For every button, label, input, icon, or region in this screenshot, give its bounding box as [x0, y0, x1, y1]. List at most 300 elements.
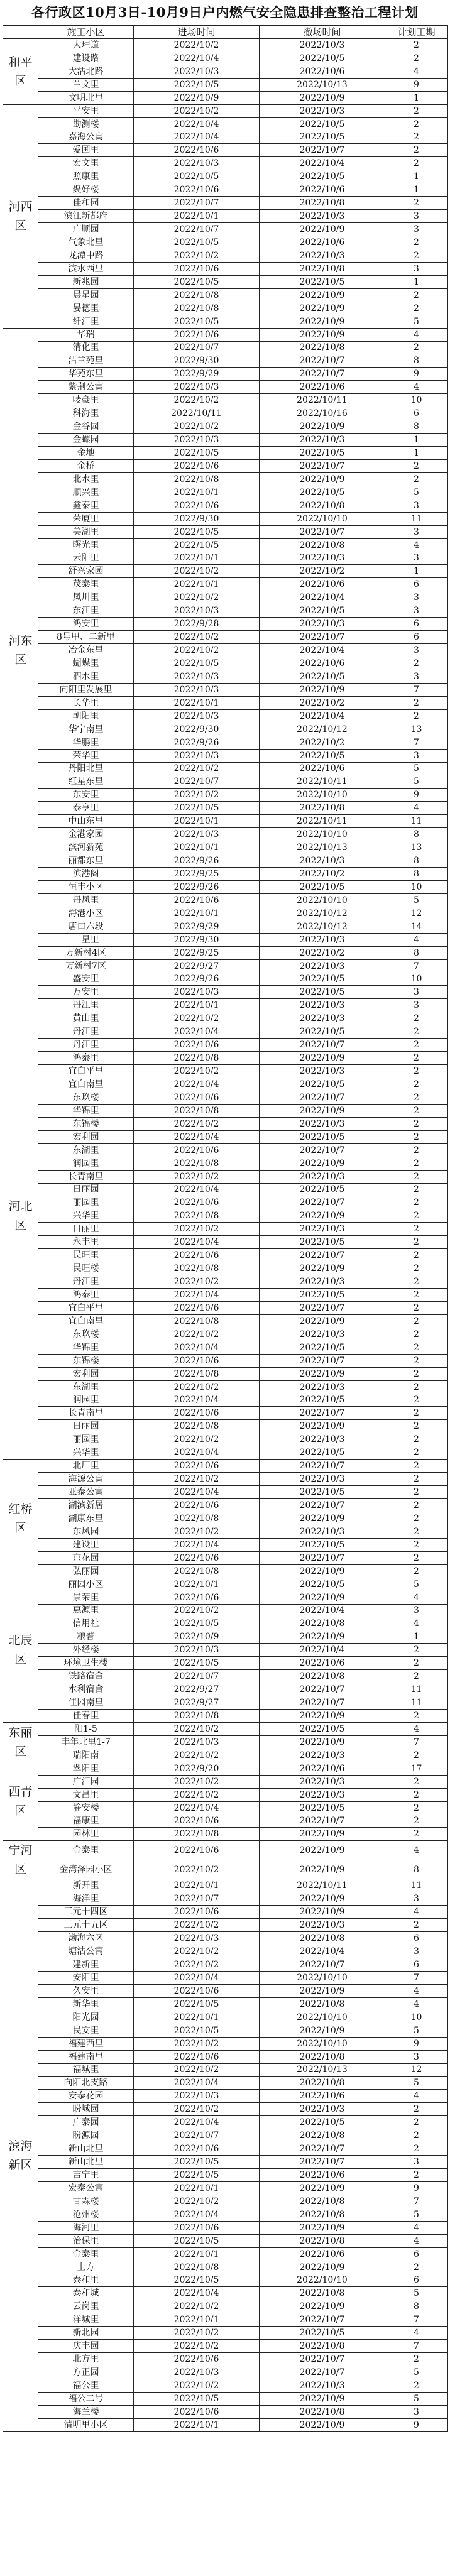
duration-cell: 2 [385, 1433, 448, 1446]
start-date-cell: 2022/10/1 [134, 2418, 260, 2431]
end-date-cell: 2022/10/9 [260, 1710, 385, 1723]
start-date-cell: 2022/10/1 [134, 907, 260, 920]
end-date-cell: 2022/10/3 [260, 1525, 385, 1538]
community-cell: 冶金东里 [38, 644, 134, 657]
table-row [3, 1052, 448, 1065]
start-date-cell: 2022/10/5 [134, 78, 260, 91]
community-cell: 鸿安里 [38, 618, 134, 631]
table-row [3, 1762, 448, 1775]
end-date-cell: 2022/10/9 [260, 1104, 385, 1117]
table-row [3, 91, 448, 104]
community-cell: 聚好楼 [38, 183, 134, 197]
community-cell: 华锦里 [38, 1341, 134, 1354]
start-date-cell: 2022/10/1 [134, 2247, 260, 2261]
community-cell: 东安里 [38, 789, 134, 802]
table-row [3, 2090, 448, 2103]
start-date-cell: 2022/9/30 [134, 723, 260, 736]
duration-cell: 10 [385, 880, 448, 893]
duration-cell: 1 [385, 170, 448, 183]
table-row [3, 2050, 448, 2063]
community-cell: 兴华里 [38, 1209, 134, 1223]
community-cell: 惠源里 [38, 1604, 134, 1617]
table-row [3, 1354, 448, 1367]
community-cell: 新北园 [38, 2327, 134, 2340]
duration-cell: 4 [385, 538, 448, 552]
end-date-cell: 2022/10/3 [260, 1788, 385, 1801]
community-cell: 荣厦里 [38, 512, 134, 525]
duration-cell: 7 [385, 2313, 448, 2327]
end-date-cell: 2022/10/9 [260, 1860, 385, 1879]
duration-cell: 11 [385, 815, 448, 828]
start-date-cell: 2022/10/2 [134, 2195, 260, 2208]
start-date-cell: 2022/10/5 [134, 2234, 260, 2247]
community-cell: 东湖里 [38, 1143, 134, 1157]
community-cell: 丹凤里 [38, 893, 134, 907]
start-date-cell: 2022/10/8 [134, 1710, 260, 1723]
duration-cell: 2 [385, 117, 448, 131]
community-cell: 外经楼 [38, 1644, 134, 1657]
community-cell: 宜白平里 [38, 1065, 134, 1078]
table-row [3, 1117, 448, 1130]
duration-cell: 4 [385, 1841, 448, 1860]
end-date-cell: 2022/10/3 [260, 1065, 385, 1078]
community-cell: 紫荆公寓 [38, 381, 134, 394]
start-date-cell: 2022/9/30 [134, 354, 260, 368]
table-row [3, 2063, 448, 2077]
community-cell: 红星东里 [38, 775, 134, 789]
table-row [3, 1892, 448, 1906]
duration-cell: 7 [385, 1735, 448, 1749]
duration-cell: 2 [385, 1551, 448, 1564]
duration-cell: 3 [385, 986, 448, 999]
start-date-cell: 2022/10/4 [134, 2116, 260, 2129]
duration-cell: 2 [385, 1919, 448, 1932]
schedule-body [3, 38, 448, 2431]
community-cell: 宏文里 [38, 157, 134, 170]
start-date-cell: 2022/10/4 [134, 1486, 260, 1499]
table-row [3, 565, 448, 578]
duration-cell: 2 [385, 1025, 448, 1039]
community-cell: 盼城园 [38, 2103, 134, 2116]
community-cell: 北厂里 [38, 1460, 134, 1473]
start-date-cell: 2022/10/3 [134, 1644, 260, 1657]
table-row [3, 1196, 448, 1209]
end-date-cell: 2022/10/12 [260, 723, 385, 736]
community-cell: 丹江里 [38, 1025, 134, 1039]
start-date-cell: 2022/10/6 [134, 1407, 260, 1420]
community-cell: 东江里 [38, 604, 134, 618]
table-row [3, 1945, 448, 1958]
start-date-cell: 2022/10/7 [134, 223, 260, 236]
duration-cell: 2 [385, 1525, 448, 1538]
end-date-cell: 2022/10/3 [260, 1433, 385, 1446]
duration-cell: 4 [385, 1617, 448, 1630]
community-cell: 东风园 [38, 1525, 134, 1538]
community-cell: 滨江新都府 [38, 210, 134, 223]
end-date-cell: 2022/10/4 [260, 591, 385, 604]
start-date-cell: 2022/10/5 [134, 2169, 260, 2182]
start-date-cell: 2022/10/3 [134, 1735, 260, 1749]
community-cell: 福公里 [38, 2379, 134, 2393]
duration-cell: 2 [385, 1209, 448, 1223]
end-date-cell: 2022/10/9 [260, 1262, 385, 1275]
community-cell: 民安里 [38, 2024, 134, 2037]
start-date-cell: 2022/10/4 [134, 1078, 260, 1091]
end-date-cell: 2022/10/7 [260, 2142, 385, 2156]
end-date-cell: 2022/10/8 [260, 2208, 385, 2221]
start-date-cell: 2022/10/2 [134, 38, 260, 52]
table-row [3, 1460, 448, 1473]
community-cell: 凤川里 [38, 591, 134, 604]
start-date-cell: 2022/10/5 [134, 315, 260, 328]
duration-cell: 11 [385, 512, 448, 525]
community-cell: 粮普 [38, 1630, 134, 1644]
duration-cell: 2 [385, 236, 448, 249]
community-cell: 金地 [38, 447, 134, 460]
table-row [3, 210, 448, 223]
table-row [3, 1591, 448, 1604]
duration-cell: 2 [385, 2169, 448, 2182]
table-row [3, 907, 448, 920]
table-row [3, 552, 448, 565]
community-cell: 广汇园 [38, 1775, 134, 1788]
end-date-cell: 2022/10/9 [260, 683, 385, 696]
community-cell: 盛安里 [38, 973, 134, 986]
table-row [3, 2274, 448, 2287]
duration-cell: 2 [385, 1486, 448, 1499]
end-date-cell: 2022/10/2 [260, 696, 385, 709]
end-date-cell: 2022/10/5 [260, 131, 385, 144]
start-date-cell: 2022/10/3 [134, 1932, 260, 1945]
district-cell: 宁河区 [3, 1841, 38, 1879]
community-cell: 丹阳北里 [38, 762, 134, 775]
end-date-cell: 2022/10/7 [260, 1815, 385, 1828]
duration-cell: 1 [385, 275, 448, 288]
community-cell: 丹江里 [38, 1275, 134, 1289]
duration-cell: 5 [385, 775, 448, 789]
page-title: 各行政区10月3日-10月9日户内燃气安全隐患排查整治工程计划 [31, 4, 419, 20]
duration-cell: 2 [385, 1710, 448, 1723]
community-cell: 湖滨新居 [38, 1499, 134, 1512]
end-date-cell: 2022/10/9 [260, 288, 385, 302]
start-date-cell: 2022/10/2 [134, 1860, 260, 1879]
duration-cell: 12 [385, 2063, 448, 2077]
duration-cell: 3 [385, 210, 448, 223]
duration-cell: 2 [385, 1196, 448, 1209]
table-row [3, 1433, 448, 1446]
table-row [3, 1788, 448, 1801]
duration-cell: 2 [385, 1117, 448, 1130]
table-row [3, 394, 448, 407]
start-date-cell: 2022/10/3 [134, 749, 260, 762]
end-date-cell: 2022/10/5 [260, 1236, 385, 1249]
end-date-cell: 2022/10/6 [260, 762, 385, 775]
start-date-cell: 2022/10/4 [134, 1025, 260, 1039]
community-cell: 丹江里 [38, 1039, 134, 1052]
table-row [3, 2208, 448, 2221]
end-date-cell: 2022/10/8 [260, 2234, 385, 2247]
start-date-cell: 2022/10/3 [134, 986, 260, 999]
start-date-cell: 2022/10/2 [134, 2037, 260, 2050]
start-date-cell: 2022/10/1 [134, 696, 260, 709]
start-date-cell: 2022/10/3 [134, 709, 260, 723]
community-cell: 福康里 [38, 1815, 134, 1828]
duration-cell: 2 [385, 1499, 448, 1512]
header-district [3, 26, 38, 39]
community-cell: 新山北里 [38, 2142, 134, 2156]
district-cell: 河东区 [3, 328, 38, 973]
duration-cell: 2 [385, 157, 448, 170]
end-date-cell: 2022/10/10 [260, 2274, 385, 2287]
table-row [3, 1209, 448, 1223]
community-cell: 宜白南里 [38, 1078, 134, 1091]
duration-cell: 9 [385, 78, 448, 91]
duration-cell: 6 [385, 2274, 448, 2287]
end-date-cell: 2022/10/9 [260, 1591, 385, 1604]
community-cell: 安阳里 [38, 1971, 134, 1984]
start-date-cell: 2022/10/2 [134, 1749, 260, 1762]
end-date-cell: 2022/10/7 [260, 525, 385, 538]
end-date-cell: 2022/10/6 [260, 578, 385, 591]
duration-cell: 2 [385, 1380, 448, 1394]
end-date-cell: 2022/10/3 [260, 1117, 385, 1130]
start-date-cell: 2022/10/3 [134, 2366, 260, 2379]
duration-cell: 8 [385, 946, 448, 959]
end-date-cell: 2022/10/9 [260, 1564, 385, 1578]
duration-cell: 2 [385, 1670, 448, 1683]
duration-cell: 2 [385, 472, 448, 486]
end-date-cell: 2022/10/9 [260, 223, 385, 236]
duration-cell: 1 [385, 434, 448, 447]
end-date-cell: 2022/10/6 [260, 183, 385, 197]
end-date-cell: 2022/10/9 [260, 420, 385, 434]
duration-cell: 5 [385, 2077, 448, 2090]
table-row [3, 381, 448, 394]
community-cell: 景荣里 [38, 1591, 134, 1604]
duration-cell: 2 [385, 1394, 448, 1407]
community-cell: 丹江里 [38, 999, 134, 1012]
table-row [3, 631, 448, 644]
end-date-cell: 2022/10/7 [260, 2156, 385, 2169]
end-date-cell: 2022/10/5 [260, 1289, 385, 1302]
table-row [3, 1525, 448, 1538]
duration-cell: 8 [385, 354, 448, 368]
duration-cell: 2 [385, 38, 448, 52]
community-cell: 唛豪里 [38, 394, 134, 407]
table-row [3, 302, 448, 315]
community-cell: 万新村4区 [38, 946, 134, 959]
community-cell: 塘沽公寓 [38, 1945, 134, 1958]
community-cell: 丽园小区 [38, 1578, 134, 1591]
start-date-cell: 2022/9/29 [134, 368, 260, 381]
start-date-cell: 2022/10/5 [134, 2156, 260, 2169]
duration-cell: 2 [385, 1644, 448, 1657]
duration-cell: 2 [385, 1788, 448, 1801]
community-cell: 宏泰公寓 [38, 2181, 134, 2195]
start-date-cell: 2022/10/2 [134, 591, 260, 604]
duration-cell: 5 [385, 2392, 448, 2405]
start-date-cell: 2022/9/20 [134, 1762, 260, 1775]
end-date-cell: 2022/10/9 [260, 315, 385, 328]
end-date-cell: 2022/10/5 [260, 1801, 385, 1815]
table-row [3, 1919, 448, 1932]
table-row [3, 354, 448, 368]
duration-cell: 2 [385, 1328, 448, 1341]
table-row [3, 933, 448, 946]
end-date-cell: 2022/10/13 [260, 78, 385, 91]
end-date-cell: 2022/10/9 [260, 1367, 385, 1380]
table-row [3, 657, 448, 670]
end-date-cell: 2022/10/4 [260, 709, 385, 723]
start-date-cell: 2022/10/5 [134, 447, 260, 460]
table-row [3, 1104, 448, 1117]
table-row [3, 447, 448, 460]
community-cell: 园林里 [38, 1828, 134, 1841]
end-date-cell: 2022/10/3 [260, 854, 385, 868]
community-cell: 万新村7区 [38, 959, 134, 973]
duration-cell: 2 [385, 1223, 448, 1236]
table-row [3, 789, 448, 802]
duration-cell: 1 [385, 565, 448, 578]
community-cell: 新开里 [38, 1879, 134, 1892]
end-date-cell: 2022/10/3 [260, 1012, 385, 1025]
duration-cell: 3 [385, 1945, 448, 1958]
duration-cell: 7 [385, 736, 448, 749]
community-cell: 三元十五区 [38, 1919, 134, 1932]
duration-cell: 2 [385, 1301, 448, 1314]
community-cell: 瑞阳南 [38, 1749, 134, 1762]
start-date-cell: 2022/10/2 [134, 565, 260, 578]
end-date-cell: 2022/10/8 [260, 1670, 385, 1683]
start-date-cell: 2022/10/2 [134, 420, 260, 434]
duration-cell: 2 [385, 1564, 448, 1578]
end-date-cell: 2022/10/9 [260, 1512, 385, 1525]
duration-cell: 13 [385, 723, 448, 736]
start-date-cell: 2022/10/8 [134, 1262, 260, 1275]
table-row [3, 1091, 448, 1104]
community-cell: 宏利园 [38, 1367, 134, 1380]
table-row [3, 1932, 448, 1945]
community-cell: 泗水里 [38, 670, 134, 683]
community-cell: 平安里 [38, 104, 134, 117]
duration-cell: 2 [385, 1078, 448, 1091]
end-date-cell: 2022/10/6 [260, 2169, 385, 2182]
duration-cell: 5 [385, 893, 448, 907]
community-cell: 嘉海公寓 [38, 131, 134, 144]
duration-cell: 2 [385, 197, 448, 210]
duration-cell: 2 [385, 1538, 448, 1551]
start-date-cell: 2022/10/2 [134, 1380, 260, 1394]
start-date-cell: 2022/10/4 [134, 1236, 260, 1249]
table-row [3, 683, 448, 696]
community-cell: 宜白平里 [38, 1301, 134, 1314]
start-date-cell: 2022/10/4 [134, 1394, 260, 1407]
end-date-cell: 2022/10/2 [260, 736, 385, 749]
start-date-cell: 2022/10/1 [134, 486, 260, 499]
end-date-cell: 2022/10/9 [260, 1420, 385, 1433]
duration-cell: 6 [385, 631, 448, 644]
community-cell: 广顺园 [38, 223, 134, 236]
start-date-cell: 2022/10/6 [134, 183, 260, 197]
table-row [3, 1499, 448, 1512]
community-cell: 环境卫生楼 [38, 1657, 134, 1670]
start-date-cell: 2022/10/2 [134, 394, 260, 407]
start-date-cell: 2022/10/4 [134, 2208, 260, 2221]
community-cell: 弘丽园 [38, 1564, 134, 1578]
duration-cell: 2 [385, 1157, 448, 1170]
end-date-cell: 2022/10/6 [260, 2247, 385, 2261]
start-date-cell: 2022/10/3 [134, 381, 260, 394]
end-date-cell: 2022/10/9 [260, 1906, 385, 1919]
table-row [3, 1551, 448, 1564]
start-date-cell: 2022/10/7 [134, 1892, 260, 1906]
start-date-cell: 2022/10/6 [134, 2142, 260, 2156]
start-date-cell: 2022/9/28 [134, 618, 260, 631]
table-row [3, 1538, 448, 1551]
end-date-cell: 2022/10/9 [260, 1735, 385, 1749]
community-cell: 海河里 [38, 2221, 134, 2234]
duration-cell: 3 [385, 999, 448, 1012]
duration-cell: 4 [385, 1997, 448, 2011]
end-date-cell: 2022/10/8 [260, 538, 385, 552]
end-date-cell: 2022/10/9 [260, 2418, 385, 2431]
end-date-cell: 2022/10/7 [260, 2366, 385, 2379]
end-date-cell: 2022/10/9 [260, 1209, 385, 1223]
community-cell: 晏德里 [38, 302, 134, 315]
duration-cell: 8 [385, 868, 448, 881]
end-date-cell: 2022/10/5 [260, 973, 385, 986]
start-date-cell: 2022/10/1 [134, 815, 260, 828]
duration-cell: 2 [385, 1367, 448, 1380]
table-row [3, 2024, 448, 2037]
start-date-cell: 2022/10/8 [134, 1104, 260, 1117]
start-date-cell: 2022/10/6 [134, 459, 260, 472]
table-row [3, 1012, 448, 1025]
duration-cell: 2 [385, 1775, 448, 1788]
community-cell: 大理道 [38, 38, 134, 52]
end-date-cell: 2022/10/3 [260, 1328, 385, 1341]
table-row [3, 2037, 448, 2050]
start-date-cell: 2022/9/26 [134, 973, 260, 986]
duration-cell: 9 [385, 2037, 448, 2050]
duration-cell: 3 [385, 1604, 448, 1617]
table-row [3, 578, 448, 591]
duration-cell: 3 [385, 552, 448, 565]
end-date-cell: 2022/10/8 [260, 197, 385, 210]
table-row [3, 1860, 448, 1879]
start-date-cell: 2022/10/11 [134, 407, 260, 420]
community-cell: 甘霖楼 [38, 2195, 134, 2208]
table-row [3, 880, 448, 893]
table-row [3, 434, 448, 447]
table-row [3, 762, 448, 775]
start-date-cell: 2022/10/8 [134, 1157, 260, 1170]
community-cell: 科海里 [38, 407, 134, 420]
table-row [3, 959, 448, 973]
end-date-cell: 2022/10/9 [260, 1841, 385, 1860]
duration-cell: 3 [385, 644, 448, 657]
start-date-cell: 2022/10/3 [134, 670, 260, 683]
start-date-cell: 2022/10/2 [134, 762, 260, 775]
duration-cell: 7 [385, 2340, 448, 2353]
table-row [3, 1604, 448, 1617]
duration-cell: 2 [385, 459, 448, 472]
start-date-cell: 2022/10/2 [134, 1945, 260, 1958]
start-date-cell: 2022/10/5 [134, 1997, 260, 2011]
district-cell: 东丽区 [3, 1722, 38, 1762]
duration-cell: 2 [385, 288, 448, 302]
start-date-cell: 2022/10/1 [134, 999, 260, 1012]
